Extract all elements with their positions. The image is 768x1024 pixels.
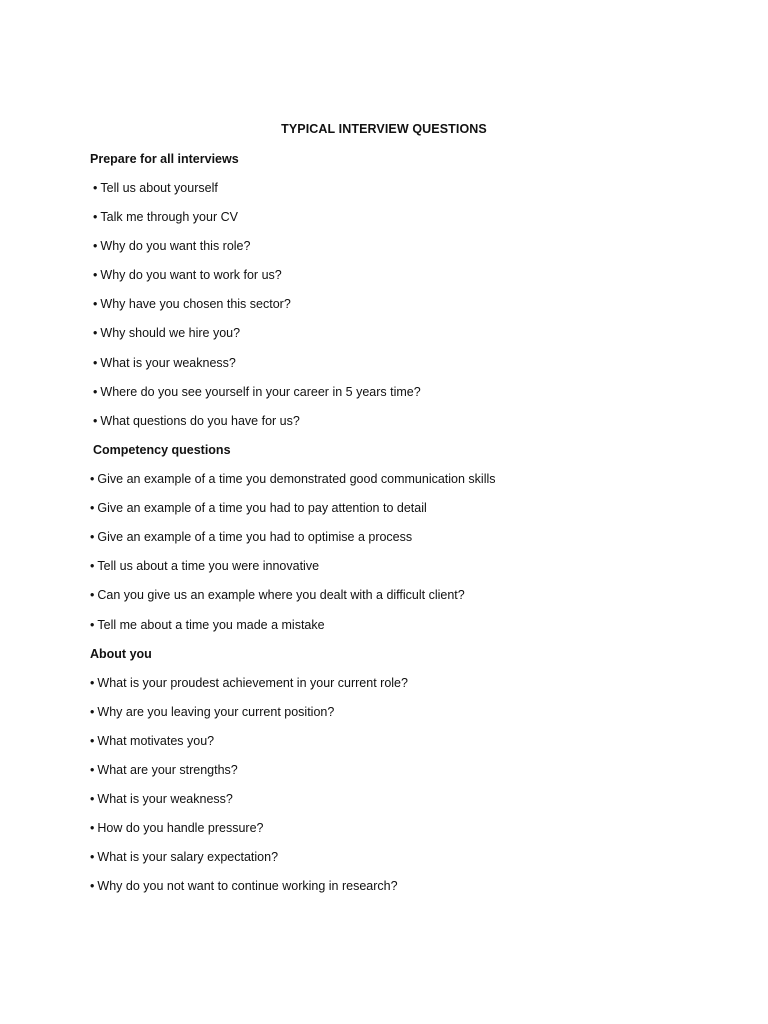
list-item — [93, 414, 300, 428]
list-item — [93, 239, 250, 253]
list-item — [93, 326, 240, 340]
list-item — [90, 734, 214, 748]
bullet-icon: • — [90, 821, 95, 835]
bullet-icon: • — [93, 414, 98, 428]
list-item-text: Why should we hire you? — [100, 326, 241, 340]
bullet-icon: • — [93, 385, 98, 399]
section-heading-prepare: Prepare for all interviews — [90, 152, 239, 166]
list-item-text: Talk me through your CV — [100, 210, 238, 224]
list-item — [90, 559, 319, 573]
list-item-text: Why do you want this role? — [100, 239, 251, 253]
bullet-icon: • — [93, 326, 98, 340]
list-item — [90, 763, 238, 777]
bullet-icon: • — [90, 618, 95, 632]
list-item — [93, 385, 421, 399]
list-item — [90, 588, 465, 602]
list-item-text: Give an example of a time you had to pay attention to detail — [97, 501, 427, 515]
list-item-text: Why have you chosen this sector? — [100, 297, 291, 311]
bullet-icon: • — [93, 210, 98, 224]
list-item-text: What motivates you? — [97, 734, 215, 748]
list-item-text: What is your proudest achievement in your current role? — [97, 676, 408, 690]
bullet-icon: • — [90, 530, 95, 544]
list-item-text: Can you give us an example where you dealt with a difficult client? — [97, 588, 465, 602]
list-item-text: Give an example of a time you had to optimise a process — [97, 530, 413, 544]
list-item — [90, 850, 278, 864]
list-item-text: What is your weakness? — [97, 792, 233, 806]
list-item-text: Tell us about yourself — [100, 181, 218, 195]
bullet-icon: • — [93, 356, 98, 370]
list-item — [90, 792, 233, 806]
list-item-text: What is your salary expectation? — [97, 850, 279, 864]
list-item — [90, 879, 398, 893]
bullet-icon: • — [93, 181, 98, 195]
bullet-icon: • — [90, 559, 95, 573]
document-title: TYPICAL INTERVIEW QUESTIONS — [281, 122, 487, 136]
list-item — [90, 676, 408, 690]
bullet-icon: • — [90, 705, 95, 719]
list-item-text: What is your weakness? — [100, 356, 236, 370]
bullet-icon: • — [90, 850, 95, 864]
list-item — [90, 472, 496, 486]
list-item-text: Tell me about a time you made a mistake — [97, 618, 325, 632]
list-item — [93, 181, 218, 195]
bullet-icon: • — [90, 879, 95, 893]
list-item — [93, 210, 238, 224]
list-item-text: Tell us about a time you were innovative — [97, 559, 320, 573]
bullet-icon: • — [90, 763, 95, 777]
list-item — [93, 268, 282, 282]
bullet-icon: • — [93, 268, 98, 282]
list-item-text: Where do you see yourself in your career in 5 years time? — [100, 385, 421, 399]
list-item-text: Why do you not want to continue working in research? — [97, 879, 398, 893]
list-item-text: Why are you leaving your current position? — [97, 705, 335, 719]
bullet-icon: • — [93, 239, 98, 253]
bullet-icon: • — [90, 588, 95, 602]
bullet-icon: • — [90, 792, 95, 806]
list-item — [90, 821, 263, 835]
bullet-icon: • — [90, 676, 95, 690]
list-item-text: Give an example of a time you demonstrated good communication skills — [97, 472, 496, 486]
bullet-icon: • — [90, 501, 95, 515]
list-item — [93, 356, 236, 370]
bullet-icon: • — [93, 297, 98, 311]
list-item — [90, 705, 334, 719]
section-heading-about-you: About you — [90, 647, 152, 661]
list-item-text: What questions do you have for us? — [100, 414, 300, 428]
list-item — [93, 297, 291, 311]
list-item — [90, 530, 412, 544]
list-item-text: How do you handle pressure? — [97, 821, 264, 835]
section-heading-competency: Competency questions — [93, 443, 231, 457]
list-item-text: What are your strengths? — [97, 763, 238, 777]
bullet-icon: • — [90, 734, 95, 748]
bullet-icon: • — [90, 472, 95, 486]
list-item-text: Why do you want to work for us? — [100, 268, 282, 282]
list-item — [90, 618, 325, 632]
list-item — [90, 501, 427, 515]
